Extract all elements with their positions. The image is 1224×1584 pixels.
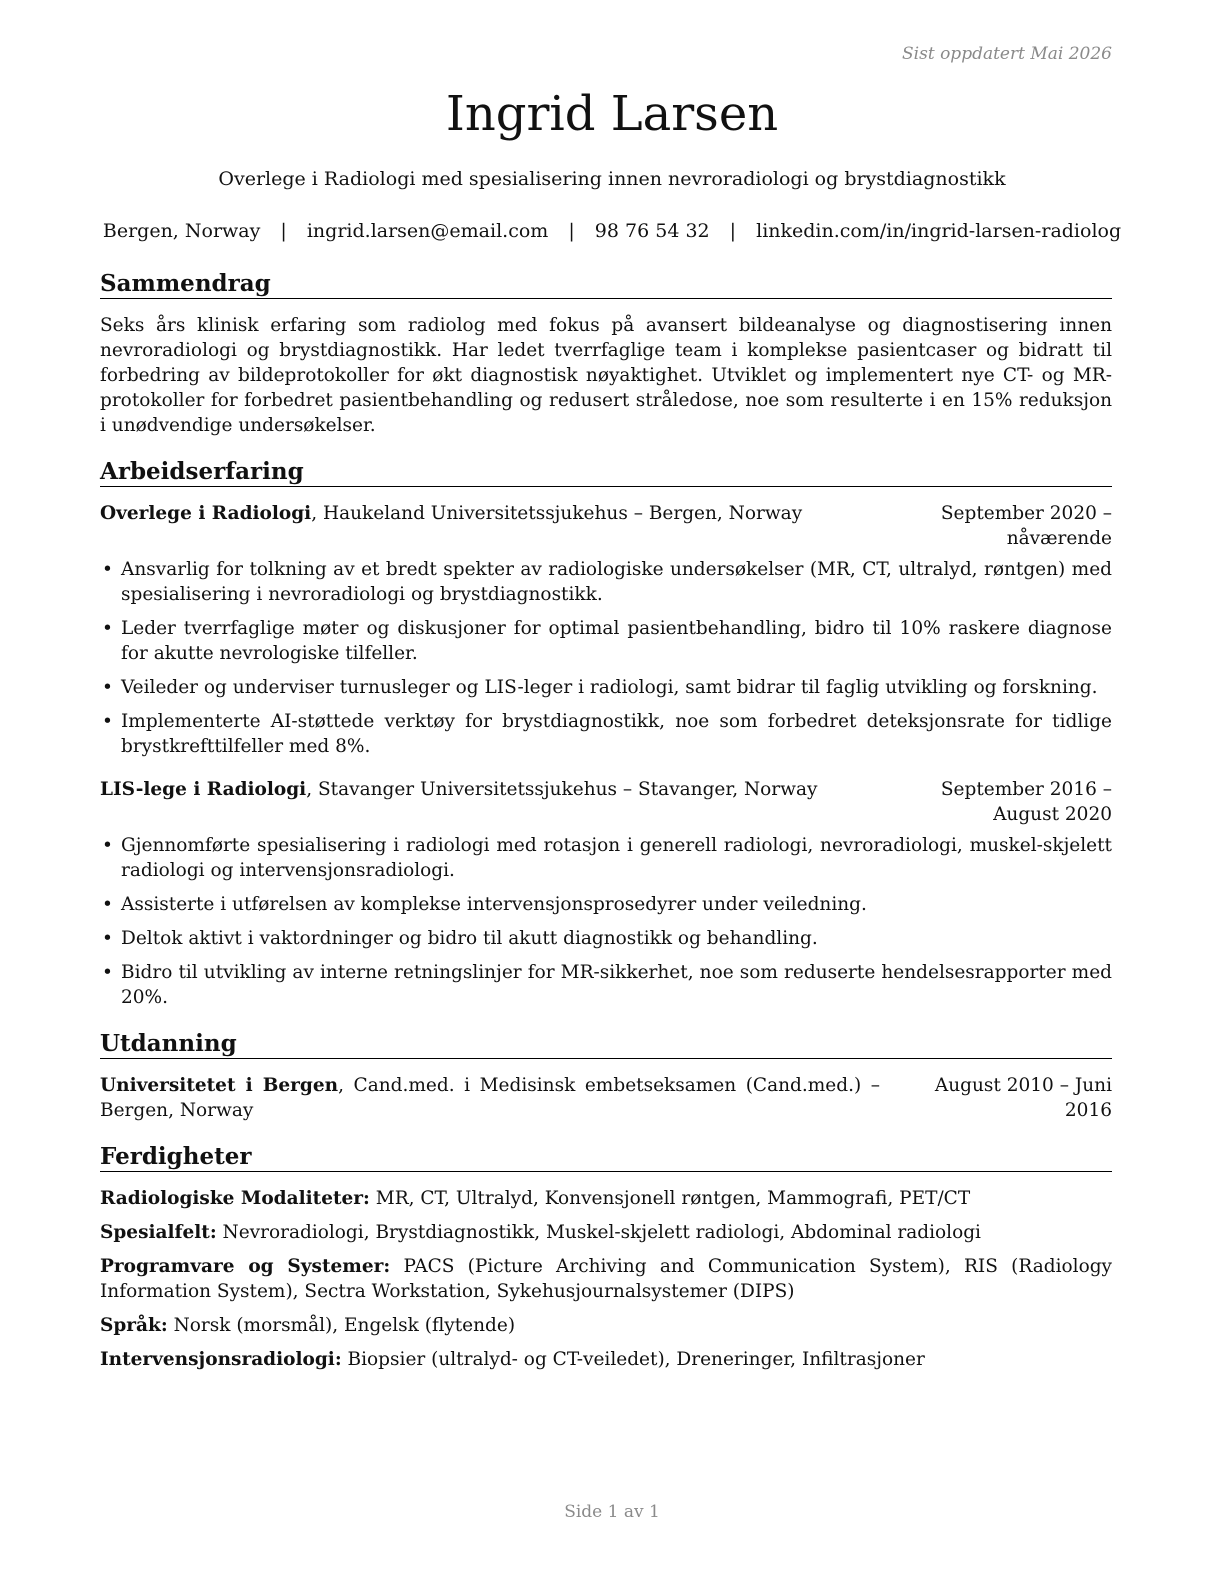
skill-row [100,1186,1112,1211]
job-bullet: • Assisterte i utførelsen av komplekse intervensjonsprosedyrer under veiledning. [100,892,1112,917]
education-dates: August 2010 – Juni 2016 [934,1075,1112,1121]
job-role [100,777,877,827]
contact-separator: | [729,220,737,242]
skill-value: Norsk (morsmål), Engelsk (flytende) [167,1315,516,1336]
skill-row [100,1347,1112,1372]
job-bullet: • Gjennomførte spesialisering i radiologi med rotasjon i generell radiologi, nevroradiologi, muskel-skjelett radiologi og intervensjonsradiologi. [100,833,1112,883]
job-role [100,501,877,551]
skill-row [100,1220,1112,1245]
education-section [100,1030,1112,1123]
skill-value: Biopsier (ultralyd- og CT-veiledet), Dreneringer, Infiltrasjoner [341,1349,925,1370]
job-dates: September 2016 – August 2020 [940,779,1112,825]
education-school: Universitetet i Bergen [100,1075,339,1096]
skill-label: Programvare og Systemer: [100,1256,391,1277]
contact-linkedin[interactable]: linkedin.com/in/ingrid-larsen-radiolog [756,220,1122,242]
contact-separator: | [280,220,287,242]
last-updated: Sist oppdatert Mai 2026 [902,44,1112,64]
skill-value: PACS (Picture Archiving and Communication System), RIS (Radiology Information System), Sectra Workstation, Sykehusjournalsystemer (DIPS) [100,1256,1112,1302]
job-title: Overlege i Radiologi [100,503,312,524]
person-name: Ingrid Larsen [445,86,779,142]
professional-title: Overlege i Radiologi med spesialisering innen nevroradiologi og brystdiagnostikk [218,168,1006,190]
summary-text: Seks års klinisk erfaring som radiolog med fokus på avansert bildeanalyse og diagnostisering innen nevroradiologi og brystdiagnostikk. Har ledet tverrfaglige team i komplekse pasientcaser og bidratt til forbedring av bildeprotokoller for økt diagnostisk nøyaktighet. Utviklet og implementert nye CT- og MR-protokoller for forbedret pasientbehandling og redusert stråledose, noe som resulterte i en 15% reduksjon i unødvendige undersøkelser. [100,315,1112,436]
skill-value: Nevroradiologi, Brystdiagnostikk, Muskel-skjelett radiologi, Abdominal radiologi [216,1222,981,1243]
skills-section [100,1143,1112,1372]
job-bullet: • Bidro til utvikling av interne retningslinjer for MR-sikkerhet, noe som reduserte hendelsesrapporter med 20%. [100,960,1112,1010]
section-heading: Sammendrag [100,270,1112,299]
contact-phone: 98 76 54 32 [594,220,710,242]
job-entry [100,501,1112,759]
job-dates: September 2020 – nåværende [940,503,1112,549]
section-heading: Utdanning [100,1030,1112,1059]
section-heading: Ferdigheter [100,1143,1112,1172]
skill-row [100,1254,1112,1304]
contact-location: Bergen, Norway [102,220,261,242]
job-header [100,501,1112,551]
education-degree-line [100,1073,892,1123]
contact-separator: | [568,220,575,242]
skill-row [100,1313,1112,1338]
skill-label: Radiologiske Modaliteter: [100,1188,370,1209]
experience-section [100,458,1112,1010]
job-employer: , Stavanger Universitetssjukehus – Stavanger, Norway [306,779,818,800]
resume-content [100,270,1112,1392]
job-bullet: • Deltok aktivt i vaktordninger og bidro til akutt diagnostikk og behandling. [100,926,1112,951]
skill-label: Spesialfelt: [100,1222,217,1243]
education-entry [100,1073,1112,1123]
section-heading: Arbeidserfaring [100,458,1112,487]
contact-line [0,220,1224,242]
summary-section [100,270,1112,438]
job-bullet: • Implementerte AI-støttede verktøy for brystdiagnostikk, noe som forbedret deteksjonsrate for tidlige brystkrefttilfeller med 8%. [100,709,1112,759]
job-bullet: • Veileder og underviser turnusleger og LIS-leger i radiologi, samt bidrar til faglig utvikling og forskning. [100,675,1112,700]
education-degree: , Cand.med. i Medisinsk embetseksamen (Cand.med.) – Bergen, Norway [100,1075,880,1121]
job-title: LIS-lege i Radiologi [100,779,307,800]
job-entry [100,777,1112,1010]
contact-email[interactable]: ingrid.larsen@email.com [306,220,549,242]
job-header [100,777,1112,827]
job-employer: , Haukeland Universitetssjukehus – Bergen, Norway [311,503,803,524]
skill-value: MR, CT, Ultralyd, Konvensjonell røntgen, Mammografi, PET/CT [369,1188,971,1209]
job-bullet: • Leder tverrfaglige møter og diskusjoner for optimal pasientbehandling, bidro til 10% raskere diagnose for akutte nevrologiske tilfeller. [100,616,1112,666]
job-bullets [100,557,1112,759]
skill-label: Intervensjonsradiologi: [100,1349,342,1370]
skill-label: Språk: [100,1315,168,1336]
page-number: Side 1 av 1 [564,1502,660,1522]
job-bullets [100,833,1112,1010]
job-bullet: • Ansvarlig for tolkning av et bredt spekter av radiologiske undersøkelser (MR, CT, ultralyd, røntgen) med spesialisering i nevroradiologi og brystdiagnostikk. [100,557,1112,607]
